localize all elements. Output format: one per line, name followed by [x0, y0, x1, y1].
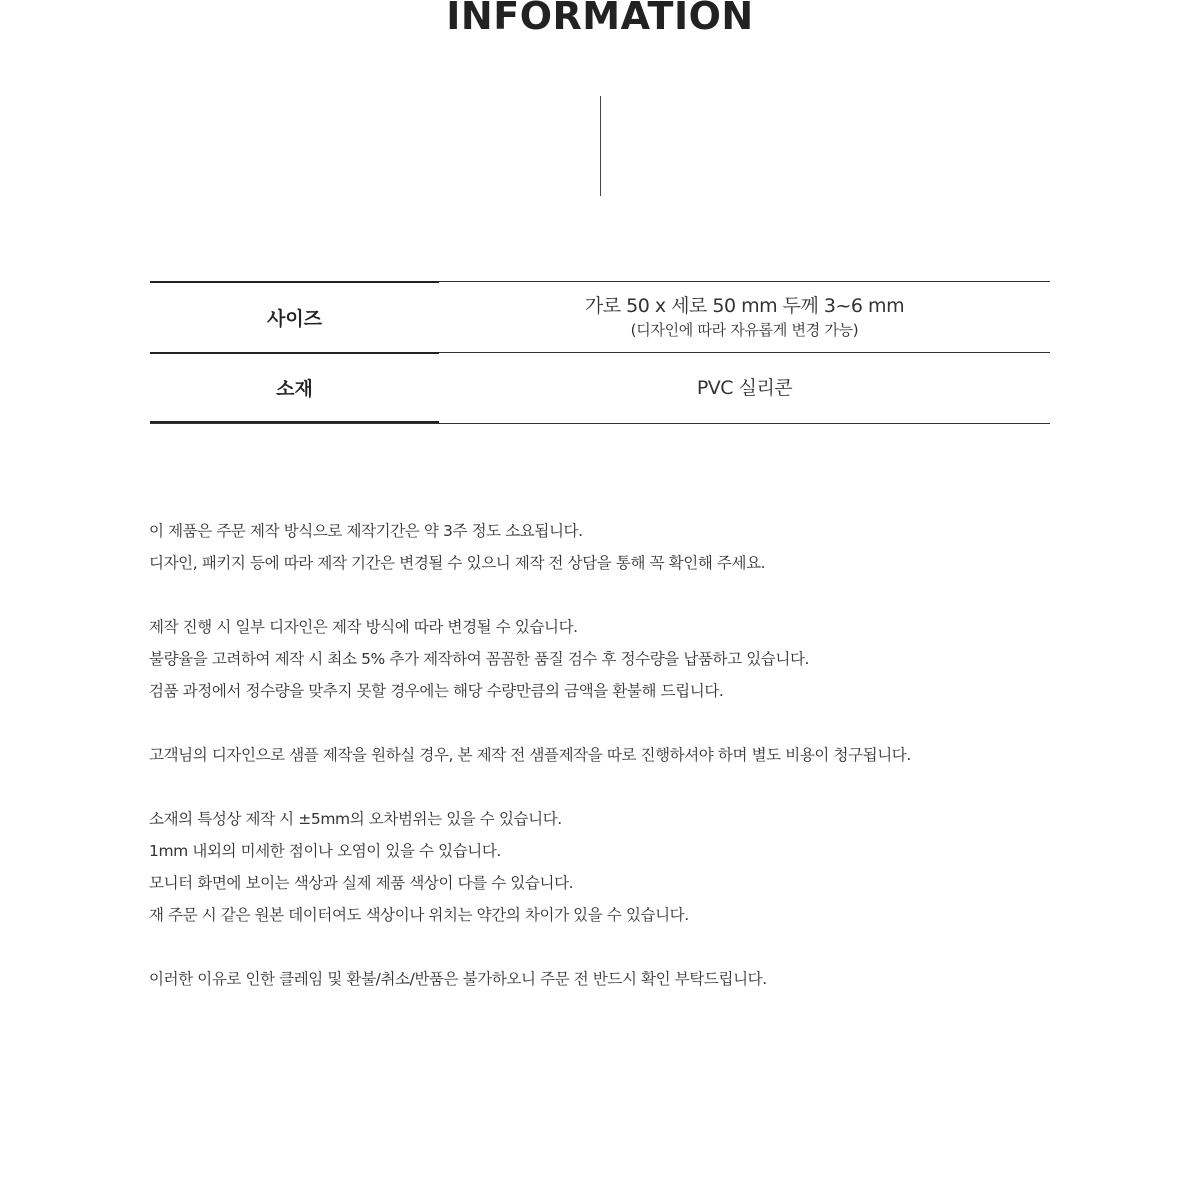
note-line: 디자인, 패키지 등에 따라 제작 기간은 변경될 수 있으니 제작 전 상담을 통해 꼭 확인해 주세요. — [149, 554, 766, 572]
material-value: PVC 실리콘 — [696, 377, 793, 399]
note-line: 불량율을 고려하여 제작 시 최소 5% 추가 제작하여 꼼꼼한 품질 검수 후 정수량을 납품하고 있습니다. — [149, 650, 810, 668]
spec-table — [150, 281, 1050, 424]
note-line: 이러한 이유로 인한 클레임 및 환불/취소/반품은 불가하오니 주문 전 반드시 확인 부탁드립니다. — [149, 970, 767, 988]
note-line: 재 주문 시 같은 원본 데이터여도 색상이나 위치는 약간의 차이가 있을 수 있습니다. — [149, 906, 689, 924]
note-line: 이 제품은 주문 제작 방식으로 제작기간은 약 3주 정도 소요됩니다. — [149, 522, 583, 540]
vertical-divider — [600, 96, 601, 196]
note-line: 검품 과정에서 정수량을 맞추지 못할 경우에는 해당 수량만큼의 금액을 환불해 드립니다. — [149, 682, 724, 700]
note-group-sample — [149, 739, 1149, 771]
note-line: 소재의 특성상 제작 시 ±5mm의 오차범위는 있을 수 있습니다. — [149, 810, 562, 828]
size-value: 가로 50 x 세로 50 mm 두께 3~6 mm — [584, 295, 905, 317]
page-title: INFORMATION — [446, 0, 754, 38]
note-group-production-period — [149, 515, 1149, 579]
spec-row-material — [150, 352, 1050, 424]
note-line: 1mm 내외의 미세한 점이나 오염이 있을 수 있습니다. — [149, 842, 501, 860]
note-group-refund-policy — [149, 963, 1149, 995]
note-line: 제작 진행 시 일부 디자인은 제작 방식에 따라 변경될 수 있습니다. — [149, 618, 578, 636]
note-group-material-characteristics — [149, 803, 1149, 931]
notes-section — [149, 515, 1149, 1027]
spec-label-size: 사이즈 — [150, 281, 439, 351]
note-line: 모니터 화면에 보이는 색상과 실제 제품 색상이 다를 수 있습니다. — [149, 874, 574, 892]
spec-label-material: 소재 — [150, 352, 439, 423]
size-note: (디자인에 따라 자유롭게 변경 가능) — [630, 321, 859, 339]
note-group-production-process — [149, 611, 1149, 707]
spec-value-size — [439, 282, 1050, 352]
note-line: 고객님의 디자인으로 샘플 제작을 원하실 경우, 본 제작 전 샘플제작을 따로 진행하셔야 하며 별도 비용이 청구됩니다. — [149, 746, 911, 764]
spec-value-material — [439, 353, 1050, 423]
spec-row-size — [150, 281, 1050, 352]
